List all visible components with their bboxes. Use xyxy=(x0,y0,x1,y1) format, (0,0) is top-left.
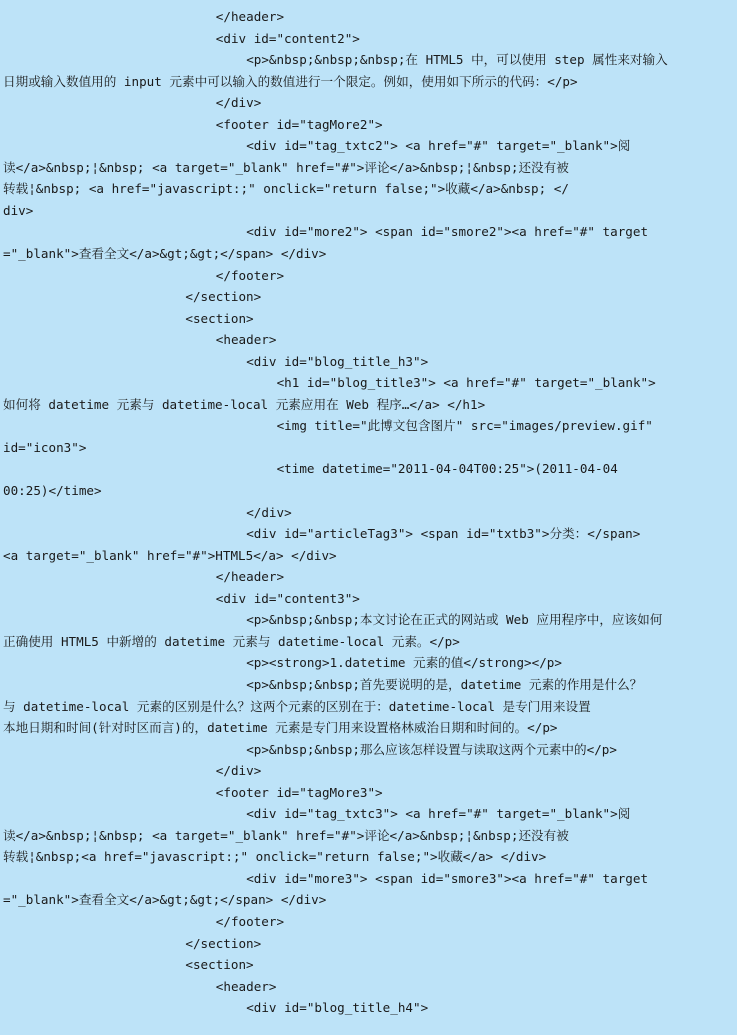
code-line: <p><strong>1.datetime 元素的值</strong></p> xyxy=(246,655,562,671)
code-line: </footer> xyxy=(215,913,285,929)
code-line: <div id="content2"> xyxy=(215,30,360,46)
code-line: </div> xyxy=(215,95,262,111)
code-line: 转载¦&nbsp;<a href="javascript:;" onclick="return false;">收藏</a> </div> xyxy=(3,849,547,865)
code-line: </header> xyxy=(215,9,285,24)
code-line: <section> xyxy=(185,957,254,973)
code-line: </div> xyxy=(215,763,262,779)
code-line: <div id="more3"> <span id="smore3"><a href="#" target xyxy=(246,870,649,886)
code-line: <div id="articleTag3"> <span id="txtb3">分类：</span> xyxy=(246,526,641,542)
code-line: 正确使用 HTML5 中新增的 datetime 元素与 datetime-local 元素。</p> xyxy=(3,633,460,649)
code-line: <footer id="tagMore3"> xyxy=(215,784,383,800)
code-line: <section> xyxy=(185,310,254,326)
code-line: 转载¦&nbsp; <a href="javascript:;" onclick="return false;">收藏</a>&nbsp; </ xyxy=(3,181,569,197)
code-line: id="icon3"> xyxy=(3,439,87,455)
code-line: <div id="blog_title_h4"> xyxy=(246,1000,429,1016)
code-line: 本地日期和时间(针对时区而言)的，datetime 元素是专门用来设置格林威治日期和时间的。</p> xyxy=(3,720,558,736)
code-line: <div id="more2"> <span id="smore2"><a href="#" target xyxy=(246,224,649,240)
code-line: </footer> xyxy=(215,267,285,283)
code-line: 读</a>&nbsp;¦&nbsp; <a target="_blank" href="#">评论</a>&nbsp;¦&nbsp;还没有被 xyxy=(3,159,569,175)
code-line: 00:25)</time> xyxy=(3,483,102,499)
code-line: <h1 id="blog_title3"> <a href="#" target="_blank"> xyxy=(276,375,656,391)
code-line: 与 datetime-local 元素的区别是什么？这两个元素的区别在于：datetime-local 是专门用来设置 xyxy=(3,698,591,714)
code-line: div> xyxy=(3,202,34,218)
code-line: </section> xyxy=(185,289,262,305)
code-line: </section> xyxy=(185,935,262,951)
code-line: <div id="content3"> xyxy=(215,590,360,606)
code-line: <div id="tag_txtc2"> <a href="#" target="_blank">阅 xyxy=(246,138,631,154)
code-line: 日期或输入数值用的 input 元素中可以输入的数值进行一个限定。例如，使用如下所示的代码：</p> xyxy=(3,73,578,89)
code-line: <a target="_blank" href="#">HTML5</a> </div> xyxy=(3,547,337,563)
code-line: <img title="此博文包含图片" src="images/preview.gif" xyxy=(276,418,653,434)
code-line: <p>&nbsp;&nbsp;本文讨论在正式的网站或 Web 应用程序中，应该如何 xyxy=(246,612,663,628)
code-line: <time datetime="2011-04-04T00:25">(2011-04-04 xyxy=(276,461,618,477)
code-line: <header> xyxy=(215,332,277,348)
code-line: ="_blank">查看全文</a>&gt;&gt;</span> </div> xyxy=(3,892,327,908)
code-line: ="_blank">查看全文</a>&gt;&gt;</span> </div> xyxy=(3,246,327,262)
code-line: <footer id="tagMore2"> xyxy=(215,116,383,132)
code-line: 读</a>&nbsp;¦&nbsp; <a target="_blank" href="#">评论</a>&nbsp;¦&nbsp;还没有被 xyxy=(3,827,569,843)
code-line: <p>&nbsp;&nbsp;那么应该怎样设置与读取这两个元素中的</p> xyxy=(246,741,617,757)
code-line: <p>&nbsp;&nbsp;&nbsp;在 HTML5 中，可以使用 step 属性来对输入 xyxy=(246,52,668,68)
code-line: <div id="tag_txtc3"> <a href="#" target="_blank">阅 xyxy=(246,806,631,822)
code-line: </div> xyxy=(246,504,292,520)
code-line: </header> xyxy=(215,569,285,585)
code-line: <p>&nbsp;&nbsp;首先要说明的是，datetime 元素的作用是什么？ xyxy=(246,676,643,692)
code-line: <div id="blog_title_h3"> xyxy=(246,353,429,369)
code-line: <header> xyxy=(215,978,277,994)
code-line: 如何将 datetime 元素与 datetime-local 元素应用在 Web 程序…</a> </h1> xyxy=(3,396,486,412)
